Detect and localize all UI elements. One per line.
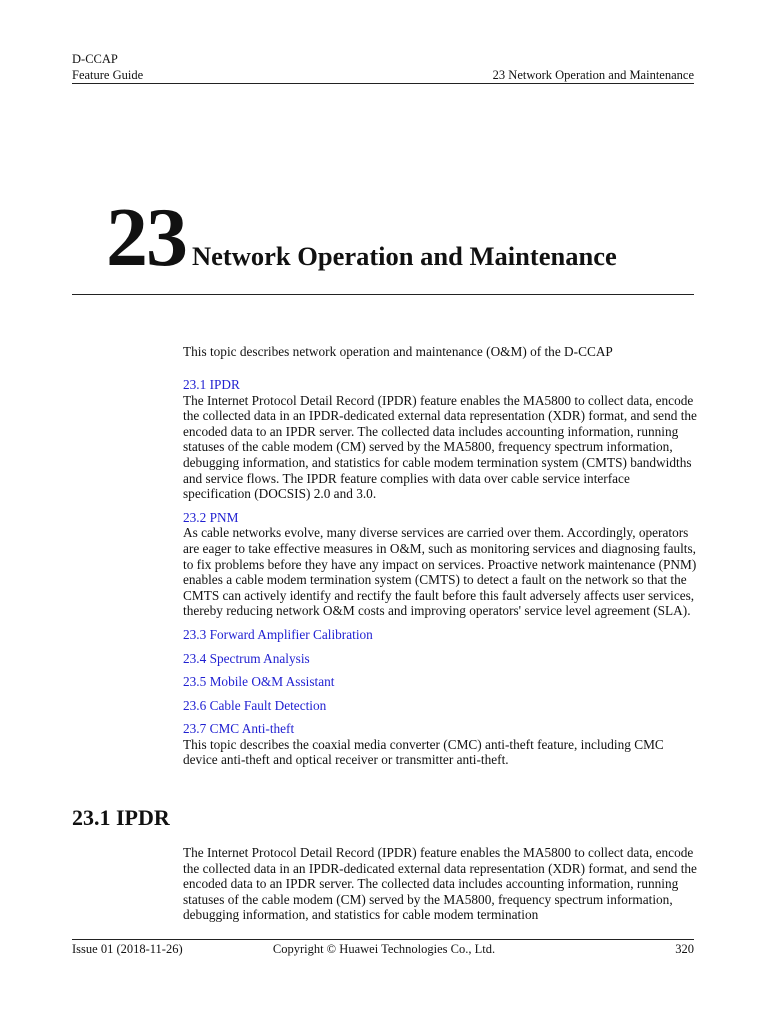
toc-entry-pnm [183, 510, 698, 619]
toc-entry-mobile-om [183, 674, 698, 690]
toc-link-ipdr[interactable]: 23.1 IPDR [183, 377, 240, 392]
toc-link-forward-amplifier[interactable]: 23.3 Forward Amplifier Calibration [183, 626, 373, 642]
footer-issue: Issue 01 (2018-11-26) [72, 942, 183, 956]
header-product: D-CCAP [72, 52, 118, 66]
toc-entry-forward-amplifier [183, 627, 698, 643]
chapter-heading [106, 191, 617, 284]
section-heading: 23.1 IPDR [72, 805, 170, 830]
intro-paragraph: This topic describes network operation and maintenance (O&M) of the D-CCAP [183, 344, 613, 359]
toc-desc-cmc-anti-theft: This topic describes the coaxial media converter (CMC) anti-theft feature, including CMC device anti-theft and optical receiver or transmitter anti-theft. [183, 736, 664, 768]
footer-page-number: 320 [675, 942, 694, 956]
header-chapter-ref: 23 Network Operation and Maintenance [492, 68, 694, 82]
toc-entry-cmc-anti-theft [183, 721, 698, 768]
chapter-toc [183, 377, 698, 776]
chapter-number: 23 [106, 191, 186, 284]
chapter-divider [72, 294, 694, 295]
toc-desc-ipdr: The Internet Protocol Detail Record (IPDR) feature enables the MA5800 to collect data, encode the collected data in an IPDR-dedicated external data representation (XDR) format, and send the encoded data to an IPDR server. The collected data includes accounting information, running statuses of the cable modem (CM) served by the MA5800, frequency spectrum information, debugging information, and statistics for cable modem termination system (CMTS) bandwidths and service flows. The IPDR feature complies with data over cable service interface specification (DOCSIS) 2.0 and 3.0. [183, 392, 697, 502]
toc-link-pnm[interactable]: 23.2 PNM [183, 509, 239, 525]
toc-entry-cable-fault [183, 698, 698, 714]
header-divider [72, 83, 694, 84]
toc-link-spectrum-analysis[interactable]: 23.4 Spectrum Analysis [183, 650, 310, 666]
toc-entry-spectrum-analysis [183, 651, 698, 667]
toc-link-cable-fault[interactable]: 23.6 Cable Fault Detection [183, 697, 327, 713]
header-doc-type: Feature Guide [72, 68, 144, 82]
footer-divider [72, 939, 694, 940]
toc-entry-ipdr [183, 377, 698, 502]
toc-desc-pnm: As cable networks evolve, many diverse services are carried over them. Accordingly, operators are eager to take effective measures in O&M, such as monitoring services and diagnosing faults, to fix problems before they have any impact on services. Proactive network maintenance (PNM) enables a cable modem termination system (CMTS) to detect a fault on the network so that the CMTS can actively identify and rectify the fault before this fault adversely affects user services, thereby reducing network O&M costs and improving operators' service level agreement (SLA). [183, 525, 697, 619]
toc-link-cmc-anti-theft[interactable]: 23.7 CMC Anti-theft [183, 721, 295, 737]
chapter-title: Network Operation and Maintenance [192, 241, 617, 271]
toc-link-mobile-om[interactable]: 23.5 Mobile O&M Assistant [183, 674, 335, 690]
section-body: The Internet Protocol Detail Record (IPDR) feature enables the MA5800 to collect data, encode the collected data in an IPDR-dedicated external data representation (XDR) format, and send the encoded data to an IPDR server. The collected data includes accounting information, running statuses of the cable modem (CM) served by the MA5800, frequency spectrum information, debugging information, and statistics for cable modem termination [183, 845, 697, 922]
header-left [72, 51, 143, 83]
footer-copyright: Copyright © Huawei Technologies Co., Ltd. [272, 942, 496, 956]
